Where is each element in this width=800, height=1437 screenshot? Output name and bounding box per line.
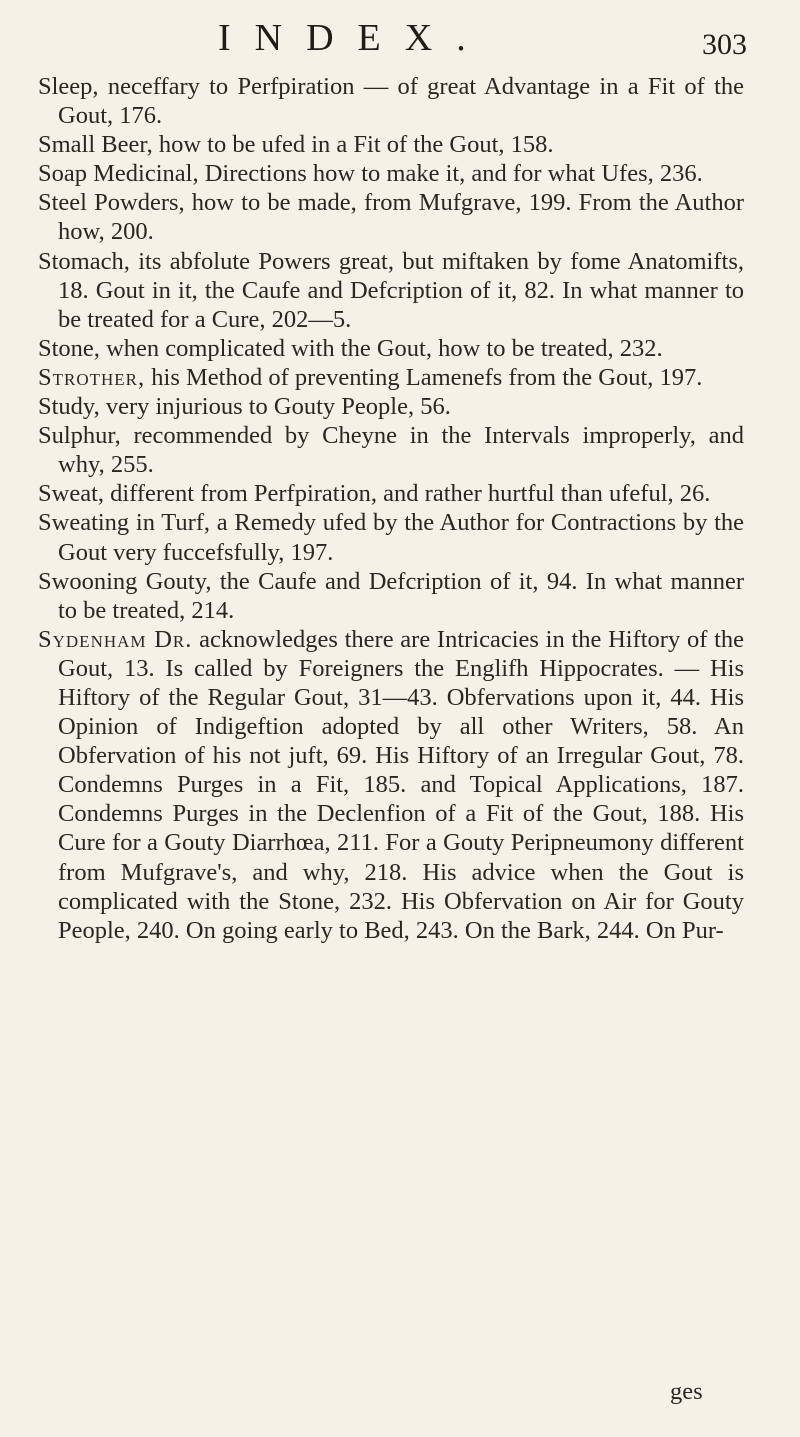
index-entry-sweating — [0, 508, 744, 566]
index-entry-sulphur — [0, 421, 744, 479]
page-number: 303 — [702, 28, 747, 61]
page-header — [0, 14, 800, 74]
entry-head: Sleep, — [38, 73, 99, 100]
index-entry-soap — [0, 159, 744, 188]
index-entry-study — [0, 392, 744, 421]
entry-head: Sweating — [38, 509, 130, 537]
index-entry-small-beer — [0, 130, 744, 159]
entry-head: Small Beer, — [38, 131, 153, 159]
entry-text: neceffary to Perfpiration — of great Advantage in a Fit of the Gout, 176. — [58, 73, 744, 130]
index-entry-strother — [0, 363, 744, 392]
entry-text: acknowledges there are Intricacies in the Hiftory of the Gout, 13. Is called by Foreigners the Englifh Hippocrates. — His Hiftory of the Regular Gout, 31—43. Obfervations upon it, 44. His Opinion of Indigeftion adopted by all other Writers, 58. An Obfervation of his not juft, 69. His Hiftory of an Irregular Gout, 78. Condemns Purges in a Fit, 185. and Topical Applications, 187. Condemns Purges in the Declenfion of a Fit of the Gout, 188. His Cure for a Gouty Diarrhœa, 211. For a Gouty Peripneumony different from Mufgrave's, and why, 218. His advice when the Gout is complicated with the Stone, 232. His Obfervation on Air for Gouty People, 240. On going early to Bed, 243. On the Bark, 244. On Pur- — [58, 625, 744, 944]
index-entry-stone — [0, 334, 744, 363]
entry-text: how to be made, from Mufgrave, 199. From the Author how, 200. — [58, 189, 745, 246]
index-entry-swooning — [0, 567, 744, 625]
entry-head: Stomach, — [38, 247, 130, 275]
entry-head: Sweat, — [38, 480, 104, 508]
entry-text: recommended by Cheyne in the Intervals improperly, and why, 255. — [58, 422, 744, 479]
entry-text: how to be ufed in a Fit of the Gout, 158. — [152, 131, 554, 159]
running-title: INDEX. — [218, 17, 490, 59]
entry-text: its abfolute Powers great, but miftaken by fome Anatomifts, 18. Gout in it, the Caufe and Defcription of it, 82. In what manner to be treated for a Cure, 202—5. — [58, 247, 744, 333]
index-entry-sleep — [0, 72, 744, 130]
entry-head: Sulphur, — [38, 422, 121, 450]
entry-text: in Turf, a Remedy ufed by the Author for Contractions by the Gout very fuccefsfully, 197. — [58, 509, 744, 566]
entry-text: different from Perfpiration, and rather hurtful than ufeful, 26. — [104, 480, 711, 508]
entry-text: Directions how to make it, and for what Ufes, 236. — [198, 160, 703, 188]
index-entry-sweat — [0, 479, 744, 508]
entry-head: Steel Powders, — [38, 189, 185, 217]
entry-text: when complicated with the Gout, how to be treated, 232. — [99, 334, 663, 362]
catchword: ges — [670, 1378, 703, 1405]
index-entry-steel-powders — [0, 188, 744, 246]
entry-head: Sydenham Dr. — [38, 625, 193, 653]
index-entry-sydenham — [0, 625, 744, 945]
entry-head: Strother, — [38, 363, 146, 391]
entry-text: very injurious to Gouty People, 56. — [99, 393, 451, 421]
entry-head: Stone, — [38, 334, 100, 362]
entry-text: his Method of preventing Lamenefs from the Gout, 197. — [145, 363, 703, 391]
entry-head: Swooning — [38, 567, 138, 595]
entry-text: Gouty, the Caufe and Defcription of it, 94. In what manner to be treated, 214. — [58, 567, 744, 624]
index-entry-stomach — [0, 247, 744, 334]
entry-head: Soap Medicinal, — [38, 160, 199, 188]
entry-head: Study, — [38, 393, 100, 421]
index-entries — [0, 72, 800, 945]
